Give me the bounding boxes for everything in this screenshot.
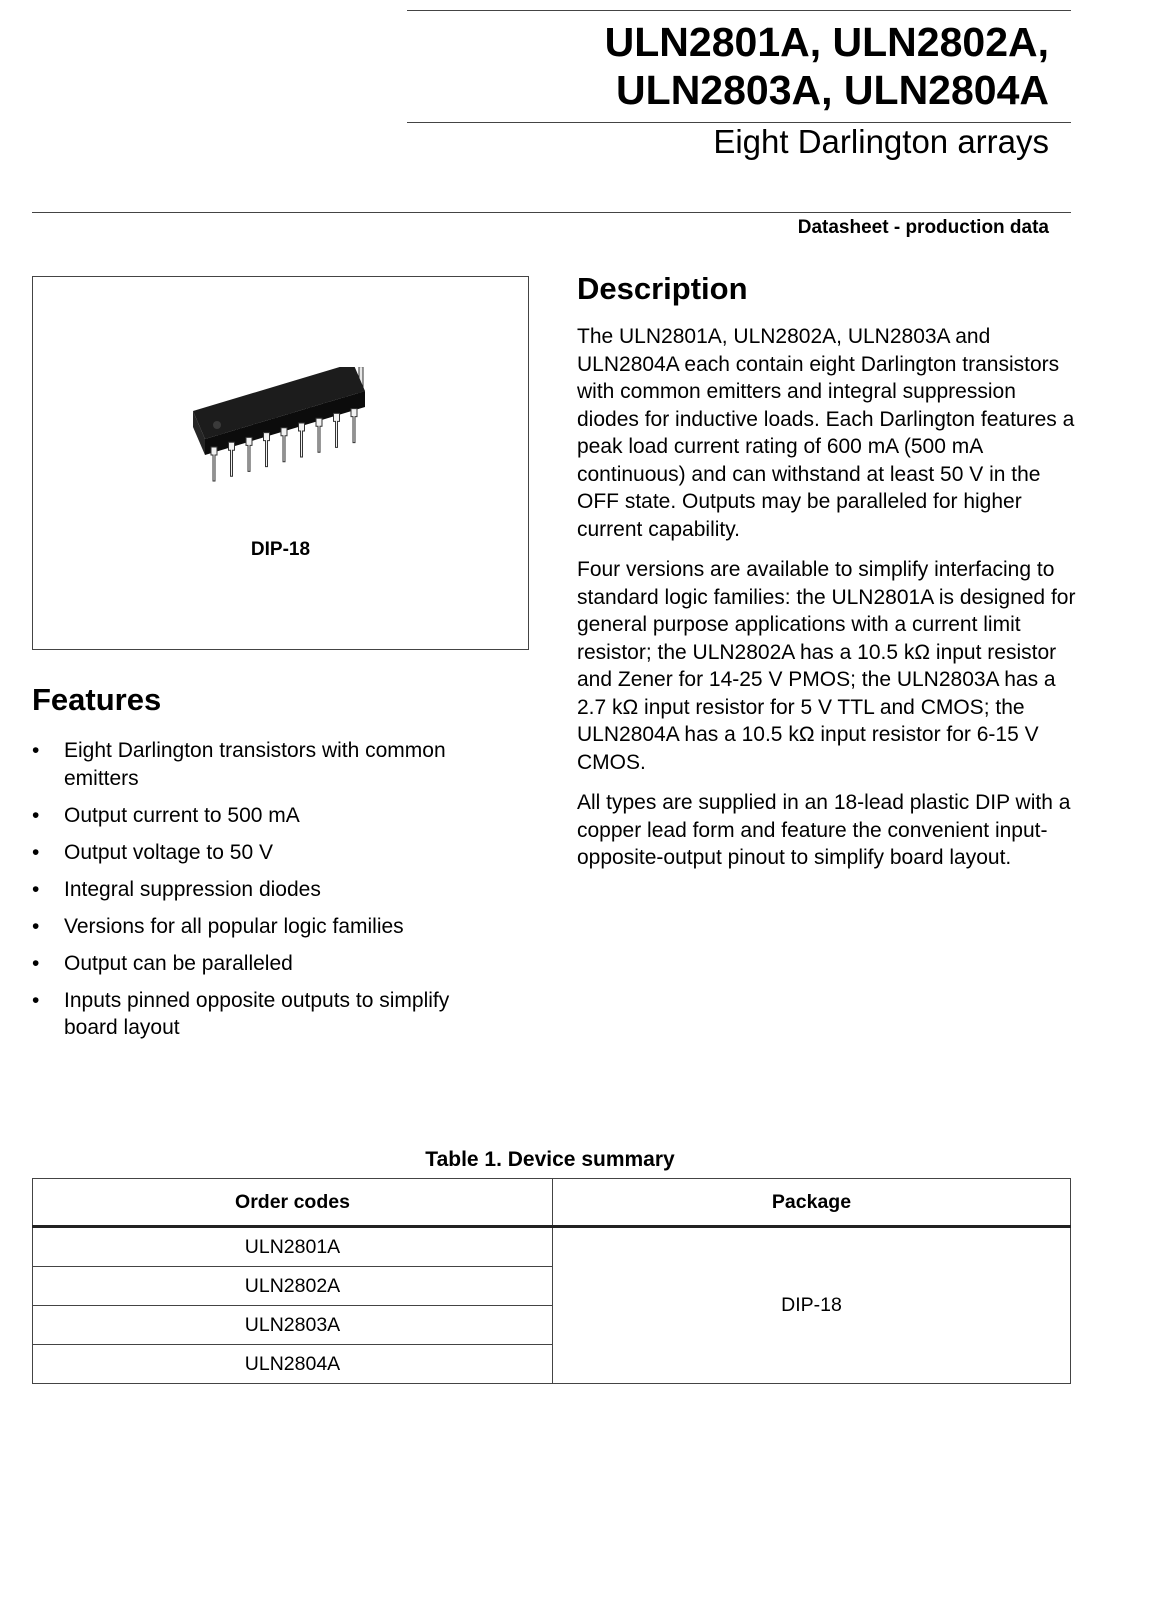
order-code-cell: ULN2803A — [33, 1306, 553, 1345]
description-heading: Description — [577, 271, 748, 306]
feature-item: • Output current to 500 mA — [32, 802, 502, 830]
title-line-2: ULN2803A, ULN2804A — [616, 67, 1049, 113]
description-paragraph: Four versions are available to simplify interfacing to standard logic families: the ULN2801A is designed for general purpose applications with a current limit resistor; the ULN2802A has a 10.5 kΩ input resistor and Zener for 14-25 V PMOS; the ULN2803A has a 2.7 kΩ input resistor for 5 V TTL and CMOS; the ULN2804A has a 10.5 kΩ input resistor for 6-15 V CMOS. — [577, 558, 1076, 774]
features-list — [32, 737, 502, 1051]
chip-front-pin — [316, 418, 322, 452]
column-header-order-codes: Order codes — [33, 1179, 553, 1227]
order-code-cell: ULN2804A — [33, 1345, 553, 1384]
document-title — [605, 18, 1049, 114]
feature-item: • Inputs pinned opposite outputs to simplify board layout — [32, 987, 502, 1042]
dip18-package-image — [183, 367, 383, 497]
document-subtitle: Eight Darlington arrays — [713, 123, 1049, 160]
description-paragraph: The ULN2801A, ULN2802A, ULN2803A and ULN2804A each contain eight Darlington transistors with common emitters and integral suppression diodes for inductive loads. Each Darlington features a peak load current rating of 600 mA (500 mA continuous) and can withstand at least 50 V in the OFF state. Outputs may be paralleled for higher current capability. — [577, 325, 1075, 541]
chip-front-pin — [246, 437, 252, 471]
chip-pin1-notch — [213, 421, 221, 429]
datasheet-type-label: Datasheet - production data — [797, 217, 1049, 238]
header-top-rule — [407, 10, 1071, 11]
chip-front-pin — [229, 442, 235, 476]
feature-item: • Integral suppression diodes — [32, 876, 502, 904]
description-body — [577, 323, 1077, 885]
figure-caption: DIP-18 — [250, 539, 311, 560]
order-code-cell: ULN2801A — [33, 1227, 553, 1267]
chip-front-pin — [281, 428, 287, 462]
feature-item: • Versions for all popular logic families — [32, 913, 502, 941]
table-row — [33, 1227, 1071, 1267]
order-code-cell: ULN2802A — [33, 1267, 553, 1306]
chip-front-pin — [351, 409, 357, 443]
description-paragraph: All types are supplied in an 18-lead plastic DIP with a copper lead form and feature the convenient input-opposite-output pinout to simplify board layout. — [577, 791, 1071, 869]
feature-item: • Output voltage to 50 V — [32, 839, 502, 867]
table-header-row — [33, 1179, 1071, 1227]
table-caption: Table 1. Device summary — [425, 1148, 675, 1171]
package-cell: DIP-18 — [553, 1227, 1071, 1384]
device-summary-table — [32, 1178, 1071, 1384]
chip-front-pin — [264, 433, 270, 467]
chip-front-pin — [299, 423, 305, 457]
header-bottom-rule — [32, 212, 1071, 213]
feature-item: • Eight Darlington transistors with common emitters — [32, 737, 502, 792]
feature-item: • Output can be paralleled — [32, 950, 502, 978]
title-line-1: ULN2801A, ULN2802A, — [604, 19, 1049, 65]
package-figure — [32, 276, 529, 650]
chip-front-pin — [334, 413, 340, 447]
column-header-package: Package — [553, 1179, 1071, 1227]
chip-front-pin — [211, 447, 217, 481]
features-heading: Features — [32, 682, 162, 717]
